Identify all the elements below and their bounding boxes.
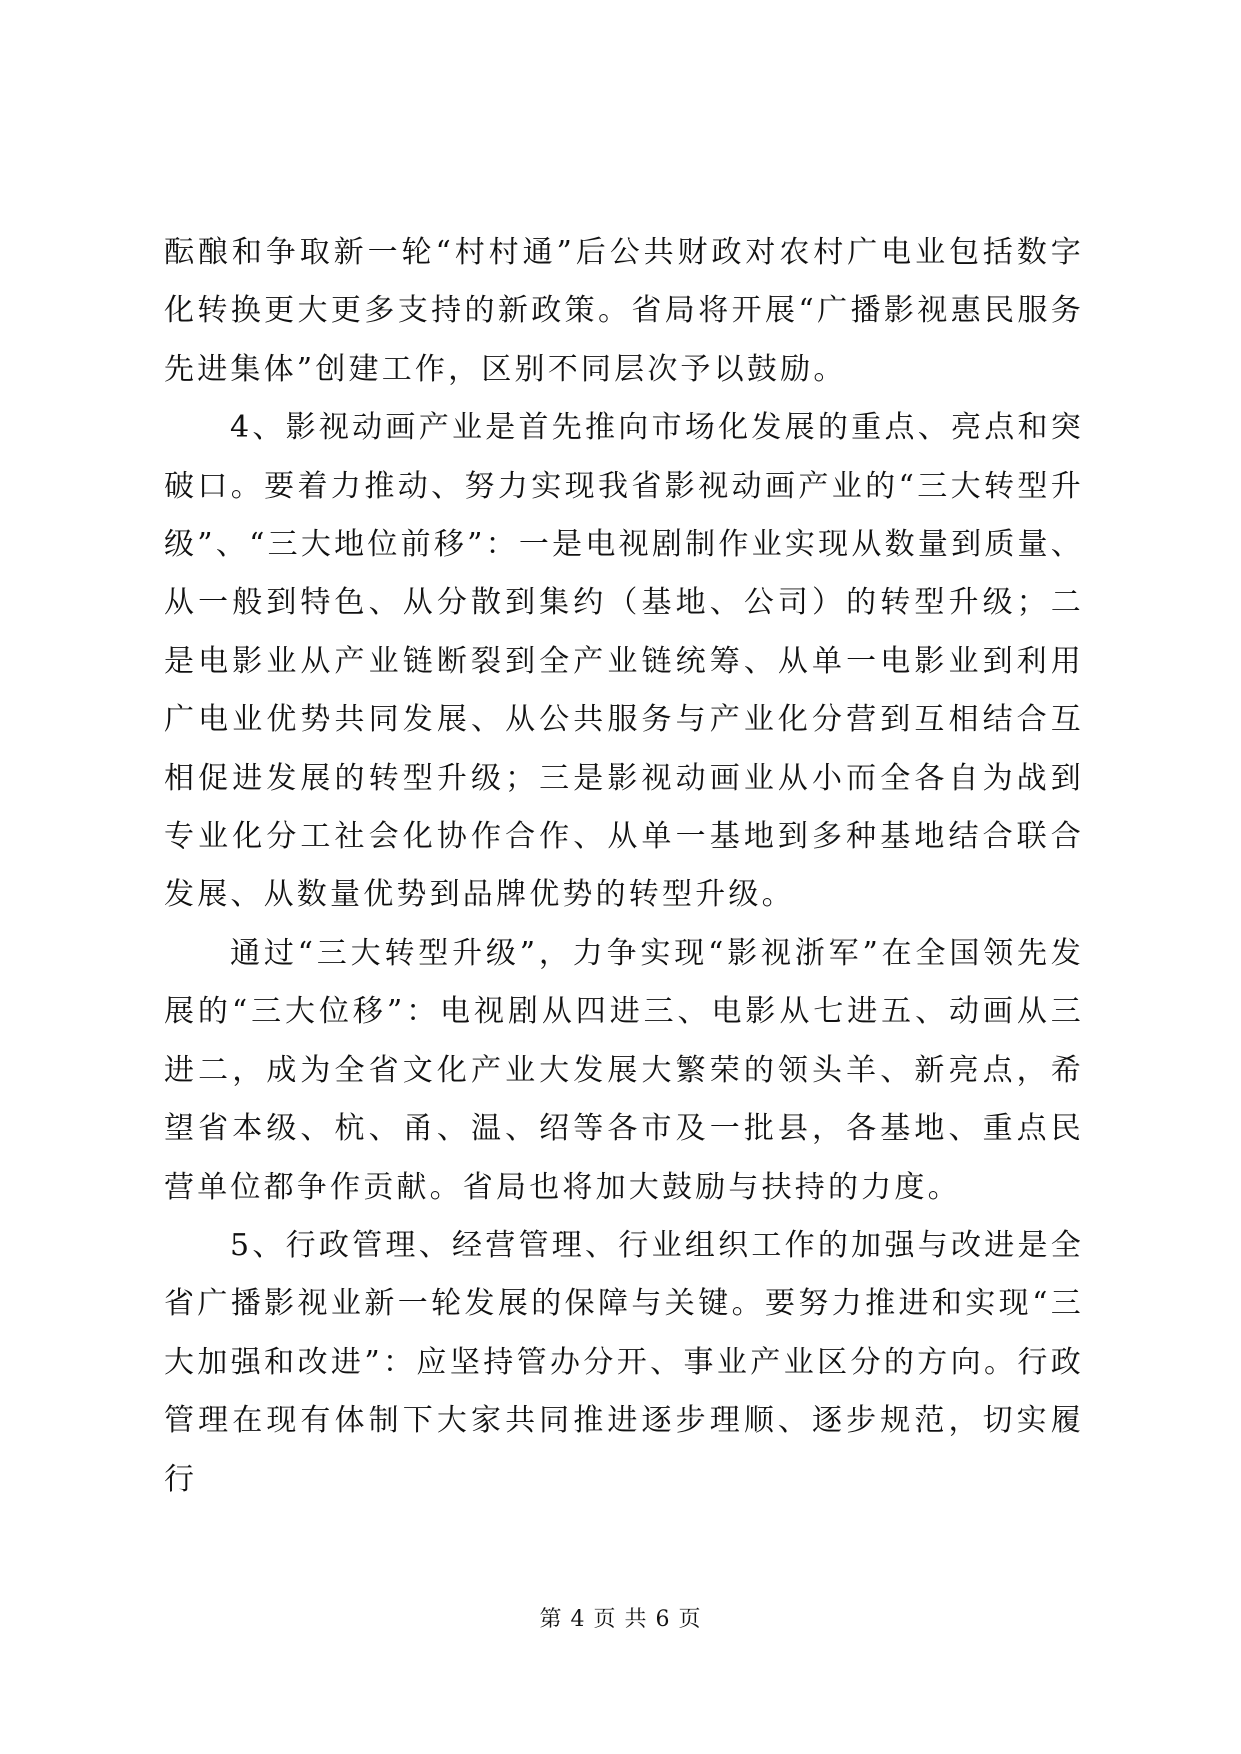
page-number-footer: 第 4 页 共 6 页 <box>539 1607 702 1632</box>
document-body <box>164 224 1084 1509</box>
paragraph-three-shifts: 通过“三大转型升级”，力争实现“影视浙军”在全国领先发展的“三大位移”：电视剧从四进三、电影从七进五、动画从三进二，成为全省文化产业大发展大繁荣的领头羊、新亮点，希望省本级、杭、甬、温、绍等各市及一批县，各基地、重点民营单位都争作贡献。省局也将加大鼓励与扶持的力度。 <box>164 935 1084 1205</box>
paragraph-item-4: 4、影视动画产业是首先推向市场化发展的重点、亮点和突破口。要着力推动、努力实现我省影视动画产业的“三大转型升级”、“三大地位前移”：一是电视剧制作业实现从数量到质量、从一般到特色、从分散到集约（基地、公司）的转型升级；二是电影业从产业链断裂到全产业链统筹、从单一电影业到利用广电业优势共同发展、从公共服务与产业化分营到互相结合互相促进发展的转型升级；三是影视动画业从小而全各自为战到专业化分工社会化协作合作、从单一基地到多种基地结合联合发展、从数量优势到品牌优势的转型升级。 <box>164 410 1084 913</box>
paragraph-item-5: 5、行政管理、经营管理、行业组织工作的加强与改进是全省广播影视业新一轮发展的保障与关键。要努力推进和实现“三大加强和改进”：应坚持管办分开、事业产业区分的方向。行政管理在现有体制下大家共同推进逐步理顺、逐步规范，切实履行 <box>164 1227 1084 1497</box>
paragraph-continuation: 酝酿和争取新一轮“村村通”后公共财政对农村广电业包括数字化转换更大更多支持的新政策。省局将开展“广播影视惠民服务先进集体”创建工作，区别不同层次予以鼓励。 <box>164 235 1084 387</box>
